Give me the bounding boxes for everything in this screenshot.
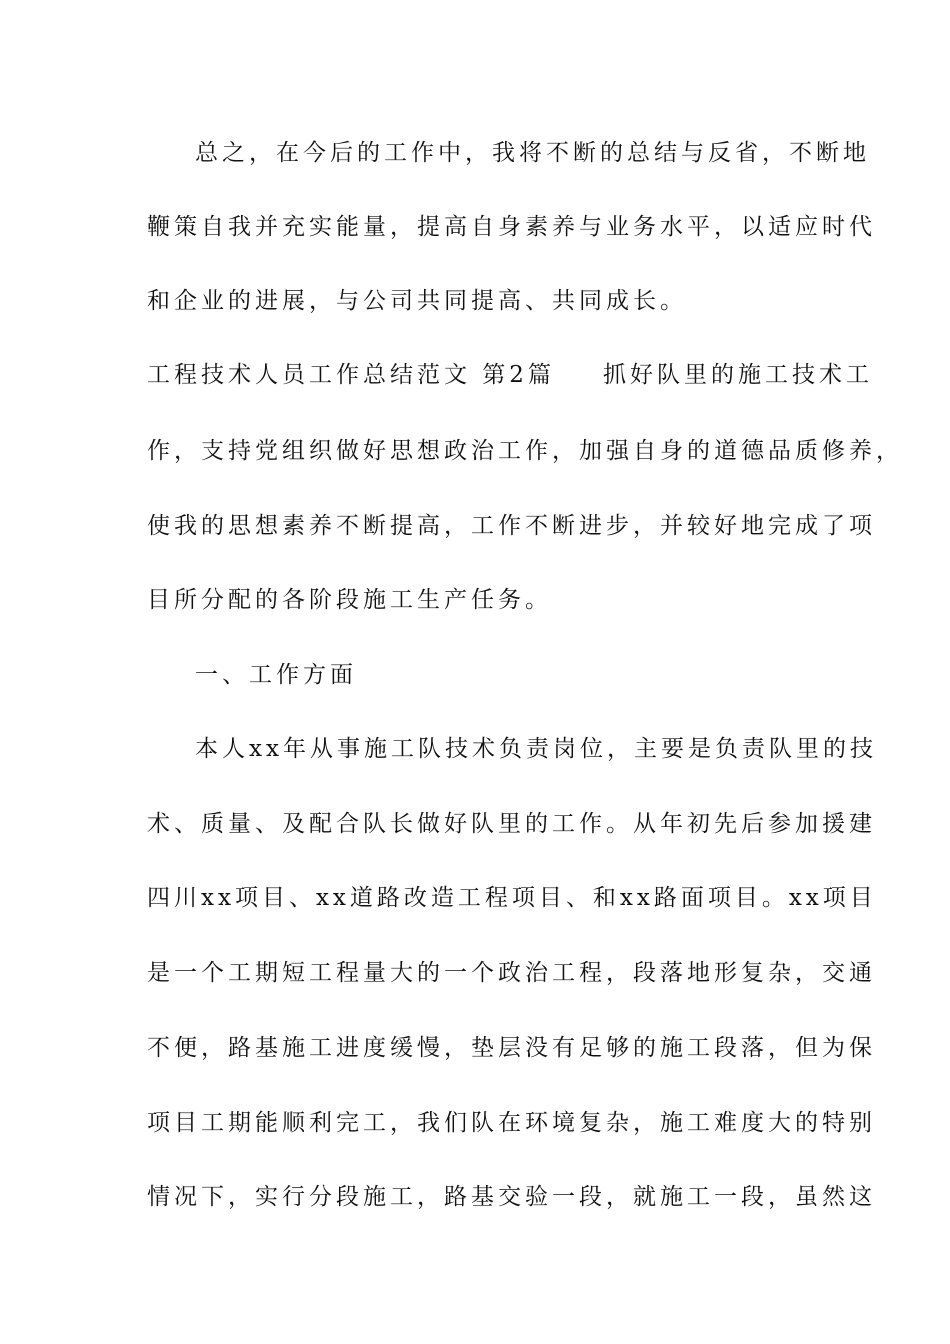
paragraph-line: 情况下，实行分段施工，路基交验一段，就施工一段，虽然这 (147, 1184, 876, 1210)
paragraph-line: 不便，路基施工进度缓慢，垫层没有足够的施工段落，但为保 (147, 1035, 876, 1061)
section-title: 工程技术人员工作总结范文 第2篇 (147, 362, 555, 388)
paragraph-line: 本人xx年从事施工队技术负责岗位，主要是负责队里的技 (195, 736, 877, 762)
paragraph-line: 总之，在今后的工作中，我将不断的总结与反省，不断地 (195, 140, 870, 166)
subsection-heading: 一、工作方面 (195, 662, 357, 688)
paragraph-line: 和企业的进展，与公司共同提高、共同成长。 (147, 288, 687, 314)
paragraph-line: 鞭策自我并充实能量，提高自身素养与业务水平，以适应时代 (147, 214, 876, 240)
paragraph-start: 抓好队里的施工技术工 (602, 362, 873, 388)
paragraph-line: 使我的思想素养不断提高，工作不断进步，并较好地完成了项 (147, 513, 876, 539)
paragraph-line: 术、质量、及配合队长做好队里的工作。从年初先后参加援建 (147, 811, 876, 837)
paragraph-line: 作，支持党组织做好思想政治工作，加强自身的道德品质修养， (147, 438, 903, 464)
paragraph-line: 目所分配的各阶段施工生产任务。 (147, 587, 552, 613)
paragraph-line: 项目工期能顺利完工，我们队在环境复杂，施工难度大的特别 (147, 1110, 876, 1136)
section-heading-line (147, 360, 873, 390)
paragraph-line: 四川xx项目、xx道路改造工程项目、和xx路面项目。xx项目 (147, 885, 877, 911)
paragraph-line: 是一个工期短工程量大的一个政治工程，段落地形复杂，交通 (147, 960, 876, 986)
